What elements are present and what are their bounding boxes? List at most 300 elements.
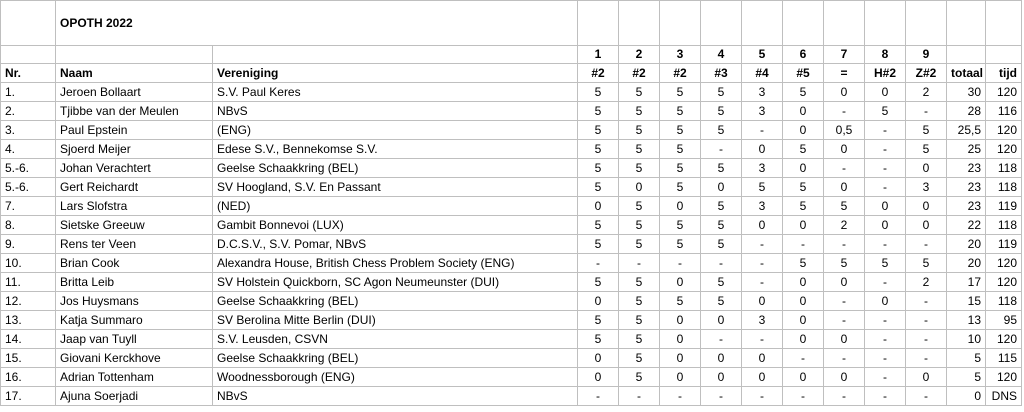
cell [742,1,783,46]
cell-vereniging: SV Holstein Quickborn, SC Agon Neumeunster (DUI) [213,273,578,292]
table-row [1,254,1022,273]
cell-score: 5 [578,216,619,235]
cell [1,1,56,46]
cell-score: 0 [660,349,701,368]
cell-score: - [865,330,906,349]
cell-totaal: 17 [947,273,986,292]
cell-score: - [865,159,906,178]
cell-score: - [906,311,947,330]
cell-score: 0 [578,349,619,368]
cell-naam: Giovani Kerckhove [56,349,213,368]
cell-naam: Tjibbe van der Meulen [56,102,213,121]
cell-tijd: 119 [986,235,1022,254]
cell-score: - [906,235,947,254]
cell-naam: Gert Reichardt [56,178,213,197]
cell-score: - [701,330,742,349]
cell-score: - [660,254,701,273]
cell-vereniging: (ENG) [213,121,578,140]
cell-naam: Katja Summaro [56,311,213,330]
cell-score: 0 [824,178,865,197]
table-row [1,140,1022,159]
cell [865,1,906,46]
cell [986,46,1022,64]
cell-naam: Jos Huysmans [56,292,213,311]
cell-score: - [824,235,865,254]
cell-score: 5 [865,254,906,273]
cell-score: 0 [701,349,742,368]
cell-nr: 17. [1,387,56,406]
cell-score: 0 [742,368,783,387]
round-number: 1 [578,46,619,64]
cell-score: 5 [619,235,660,254]
cell-totaal: 23 [947,197,986,216]
header-vereniging: Vereniging [213,64,578,83]
cell-score: 0 [619,178,660,197]
cell-score: 0 [701,311,742,330]
cell-score: 0 [824,140,865,159]
cell-tijd: 120 [986,140,1022,159]
cell-score: 5 [701,102,742,121]
cell-totaal: 30 [947,83,986,102]
round-number: 3 [660,46,701,64]
cell-naam: Sjoerd Meijer [56,140,213,159]
table-row [1,311,1022,330]
cell-score: 0 [660,197,701,216]
cell-score: 5 [619,159,660,178]
cell [986,1,1022,46]
cell-score: 5 [578,140,619,159]
cell-score: 5 [824,254,865,273]
cell-score: 5 [578,235,619,254]
round-number: 5 [742,46,783,64]
table-body [1,1,1022,406]
cell-tijd: 118 [986,178,1022,197]
cell-score: - [906,330,947,349]
cell-vereniging: S.V. Paul Keres [213,83,578,102]
cell-score: 5 [701,159,742,178]
round-number-row [1,46,1022,64]
cell-nr: 14. [1,330,56,349]
cell-score: - [865,235,906,254]
round-number: 7 [824,46,865,64]
cell-score: - [906,349,947,368]
cell-score: 2 [906,83,947,102]
cell [213,46,578,64]
table-row [1,216,1022,235]
cell-score: 0 [578,368,619,387]
cell-score: 5 [578,121,619,140]
cell-score: 0 [742,216,783,235]
table-row [1,330,1022,349]
cell-totaal: 5 [947,349,986,368]
header-problem: #3 [701,64,742,83]
table-row [1,387,1022,406]
cell-nr: 9. [1,235,56,254]
cell-score: 5 [906,121,947,140]
table-row [1,349,1022,368]
cell-score: 5 [865,102,906,121]
cell-score: 0 [865,216,906,235]
cell-nr: 3. [1,121,56,140]
cell [783,1,824,46]
cell [947,46,986,64]
cell-score: 5 [619,83,660,102]
cell-vereniging: Edese S.V., Bennekomse S.V. [213,140,578,159]
cell-score: 0 [742,140,783,159]
table-row [1,197,1022,216]
cell-nr: 11. [1,273,56,292]
cell-score: - [824,292,865,311]
cell-score: 5 [578,330,619,349]
cell-vereniging: S.V. Leusden, CSVN [213,330,578,349]
cell-score: 5 [742,178,783,197]
cell-totaal: 23 [947,159,986,178]
cell-score: - [824,102,865,121]
cell-score: 5 [701,83,742,102]
cell-score: - [619,387,660,406]
cell-score: 0 [783,121,824,140]
cell-score: - [742,235,783,254]
header-naam: Naam [56,64,213,83]
cell-score: - [865,121,906,140]
cell-score: 0 [783,273,824,292]
cell-naam: Ajuna Soerjadi [56,387,213,406]
cell [701,1,742,46]
table-row [1,159,1022,178]
cell-score: 5 [578,311,619,330]
cell-totaal: 20 [947,254,986,273]
cell-tijd: 120 [986,273,1022,292]
cell [947,1,986,46]
cell-score: 5 [660,83,701,102]
round-number: 9 [906,46,947,64]
cell-score: - [824,159,865,178]
cell-vereniging: Woodnessborough (ENG) [213,368,578,387]
cell-score: 5 [783,178,824,197]
cell-totaal: 0 [947,387,986,406]
cell-score: 5 [824,197,865,216]
cell-score: 5 [578,83,619,102]
cell-score: 5 [578,273,619,292]
cell-naam: Jaap van Tuyll [56,330,213,349]
cell-score: 5 [619,197,660,216]
cell-score: 0 [783,159,824,178]
cell-score: 5 [619,140,660,159]
cell-score: - [742,330,783,349]
cell-nr: 8. [1,216,56,235]
cell-score: 5 [619,368,660,387]
cell-naam: Adrian Tottenham [56,368,213,387]
cell-vereniging: NBvS [213,387,578,406]
cell-score: - [701,140,742,159]
cell-totaal: 10 [947,330,986,349]
header-problem: #2 [660,64,701,83]
cell [1,46,56,64]
cell-score: 0 [783,311,824,330]
cell-score: 5 [660,102,701,121]
cell-score: 5 [619,311,660,330]
cell-score: 0 [660,368,701,387]
cell-vereniging: Geelse Schaakkring (BEL) [213,349,578,368]
cell-totaal: 25 [947,140,986,159]
cell [660,1,701,46]
table-row [1,121,1022,140]
cell [619,1,660,46]
cell-nr: 10. [1,254,56,273]
cell-score: 5 [619,292,660,311]
cell-score: 5 [701,121,742,140]
cell-totaal: 13 [947,311,986,330]
cell-score: - [783,235,824,254]
cell-score: 5 [701,197,742,216]
cell-score: 5 [578,178,619,197]
cell-score: - [865,140,906,159]
cell-vereniging: SV Hoogland, S.V. En Passant [213,178,578,197]
cell-nr: 15. [1,349,56,368]
cell-score: - [865,368,906,387]
table-row [1,102,1022,121]
header-nr: Nr. [1,64,56,83]
cell-naam: Britta Leib [56,273,213,292]
cell-score: - [701,254,742,273]
cell-totaal: 23 [947,178,986,197]
title-row [1,1,1022,46]
header-row [1,64,1022,83]
cell-score: - [742,254,783,273]
cell-score: 3 [742,83,783,102]
cell-score: 5 [619,330,660,349]
cell-score: 0 [660,273,701,292]
cell-vereniging: SV Berolina Mitte Berlin (DUI) [213,311,578,330]
cell-score: - [742,121,783,140]
header-problem: #5 [783,64,824,83]
cell-score: 0 [783,216,824,235]
cell-tijd: 118 [986,216,1022,235]
cell [824,1,865,46]
cell-score: 5 [619,273,660,292]
cell-totaal: 22 [947,216,986,235]
cell-score: - [578,254,619,273]
cell-score: - [619,254,660,273]
cell-score: 5 [906,140,947,159]
cell-totaal: 5 [947,368,986,387]
cell-score: 5 [619,121,660,140]
cell-score: 2 [824,216,865,235]
cell-score: 5 [660,178,701,197]
cell-vereniging: Gambit Bonnevoi (LUX) [213,216,578,235]
cell-score: - [865,349,906,368]
cell-score: 5 [660,235,701,254]
round-number: 2 [619,46,660,64]
cell-score: 5 [578,159,619,178]
cell-score: 5 [619,216,660,235]
cell-nr: 4. [1,140,56,159]
cell [56,46,213,64]
cell-score: - [742,273,783,292]
cell-score: 0 [742,292,783,311]
cell-score: 0 [578,197,619,216]
cell-score: - [906,292,947,311]
cell-tijd: 120 [986,121,1022,140]
table-row [1,292,1022,311]
page-title: OPOTH 2022 [56,1,578,46]
cell-score: 0 [824,83,865,102]
header-problem: H#2 [865,64,906,83]
cell-score: 3 [742,102,783,121]
cell-score: 3 [742,197,783,216]
table-row [1,178,1022,197]
cell-score: 5 [619,349,660,368]
cell-score: 2 [906,273,947,292]
header-problem: #4 [742,64,783,83]
cell-score: 0 [824,368,865,387]
cell-score: 5 [701,235,742,254]
cell-score: - [742,387,783,406]
cell-score: 0 [824,330,865,349]
table-row [1,83,1022,102]
cell-score: 0 [578,292,619,311]
cell-score: 5 [701,273,742,292]
round-number: 4 [701,46,742,64]
cell-score: 3 [742,159,783,178]
cell-tijd: 115 [986,349,1022,368]
cell-score: 5 [578,102,619,121]
cell-score: 5 [701,292,742,311]
cell-naam: Lars Slofstra [56,197,213,216]
cell-tijd: 118 [986,292,1022,311]
cell-totaal: 28 [947,102,986,121]
cell-score: 5 [660,216,701,235]
cell-score: 0 [865,292,906,311]
table-row [1,235,1022,254]
cell-nr: 1. [1,83,56,102]
cell-naam: Sietske Greeuw [56,216,213,235]
cell-tijd: 116 [986,102,1022,121]
cell-naam: Johan Verachtert [56,159,213,178]
cell-vereniging: Geelse Schaakkring (BEL) [213,292,578,311]
cell-totaal: 20 [947,235,986,254]
cell-score: 5 [660,140,701,159]
cell-score: 0 [783,292,824,311]
cell-score: - [906,102,947,121]
cell-vereniging: Geelse Schaakkring (BEL) [213,159,578,178]
cell-naam: Paul Epstein [56,121,213,140]
cell-naam: Jeroen Bollaart [56,83,213,102]
header-problem: Z#2 [906,64,947,83]
cell-nr: 5.-6. [1,178,56,197]
cell-tijd: 120 [986,254,1022,273]
cell-score: 5 [660,292,701,311]
cell-score: - [865,311,906,330]
cell-score: 0 [660,330,701,349]
cell-score: - [824,387,865,406]
cell-score: - [660,387,701,406]
cell-nr: 13. [1,311,56,330]
cell-score: 0 [660,311,701,330]
cell-score: 0 [906,216,947,235]
cell-score: 0 [906,368,947,387]
cell-score: 3 [742,311,783,330]
cell-naam: Brian Cook [56,254,213,273]
cell [578,1,619,46]
cell-score: 0 [783,102,824,121]
cell-score: 0 [906,197,947,216]
cell-score: 5 [660,159,701,178]
cell-score: 0 [865,197,906,216]
cell-score: 0 [824,273,865,292]
cell-totaal: 15 [947,292,986,311]
cell-tijd: 95 [986,311,1022,330]
header-totaal: totaal [947,64,986,83]
cell-vereniging: Alexandra House, British Chess Problem Society (ENG) [213,254,578,273]
cell-score: - [824,311,865,330]
cell-score: 5 [783,254,824,273]
cell-score: 0 [783,368,824,387]
cell-score: 5 [783,140,824,159]
round-number: 8 [865,46,906,64]
cell-tijd: 120 [986,368,1022,387]
cell-score: 5 [701,216,742,235]
cell-vereniging: (NED) [213,197,578,216]
cell-score: - [824,349,865,368]
cell [906,1,947,46]
cell-score: 0,5 [824,121,865,140]
cell-totaal: 25,5 [947,121,986,140]
cell-nr: 5.-6. [1,159,56,178]
cell-vereniging: NBvS [213,102,578,121]
table-row [1,273,1022,292]
cell-vereniging: D.C.S.V., S.V. Pomar, NBvS [213,235,578,254]
cell-score: - [783,387,824,406]
cell-score: - [578,387,619,406]
header-problem: #2 [578,64,619,83]
header-tijd: tijd [986,64,1022,83]
cell-score: 5 [619,102,660,121]
cell-score: 0 [865,83,906,102]
cell-score: 5 [783,197,824,216]
cell-score: - [865,273,906,292]
round-number: 6 [783,46,824,64]
cell-score: 5 [783,83,824,102]
cell-score: - [783,349,824,368]
cell-score: 0 [742,349,783,368]
header-problem: #2 [619,64,660,83]
cell-score: 0 [701,178,742,197]
cell-nr: 16. [1,368,56,387]
cell-tijd: 120 [986,83,1022,102]
cell-score: 3 [906,178,947,197]
cell-naam: Rens ter Veen [56,235,213,254]
header-problem: = [824,64,865,83]
cell-score: 0 [783,330,824,349]
cell-score: - [865,178,906,197]
cell-score: 5 [660,121,701,140]
cell-nr: 2. [1,102,56,121]
cell-score: 0 [906,159,947,178]
cell-score: - [701,387,742,406]
cell-nr: 7. [1,197,56,216]
table-row [1,368,1022,387]
cell-score: 5 [906,254,947,273]
cell-tijd: 118 [986,159,1022,178]
cell-score: 0 [701,368,742,387]
cell-score: - [865,387,906,406]
cell-score: - [906,387,947,406]
cell-tijd: DNS [986,387,1022,406]
cell-tijd: 120 [986,330,1022,349]
cell-tijd: 119 [986,197,1022,216]
cell-nr: 12. [1,292,56,311]
